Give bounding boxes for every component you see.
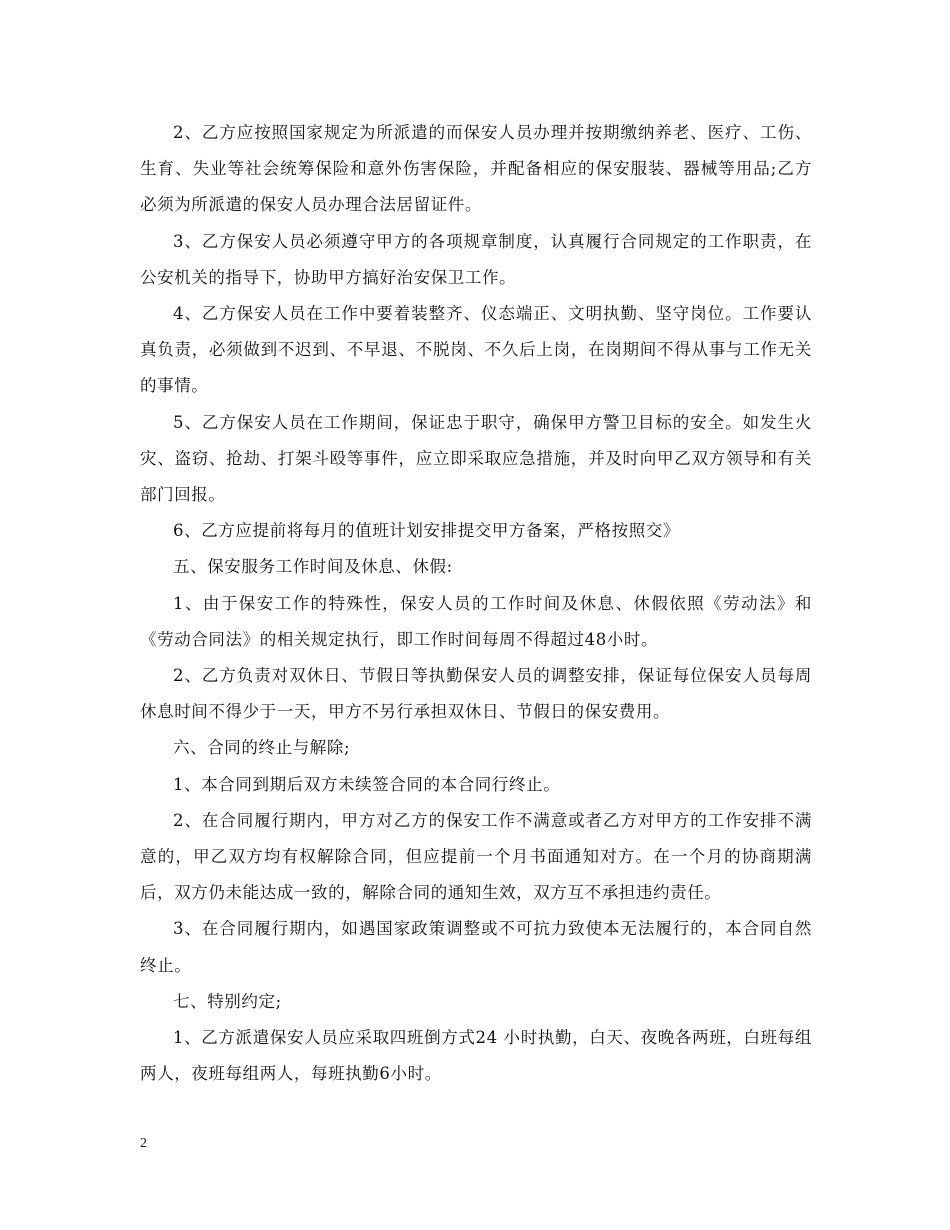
paragraph-duty-safety: 5、乙方保安人员在工作期间，保证忠于职守，确保甲方警卫目标的安全。如发生火灾、盗窃、抢劫、打架斗殴等事件，应立即采取应急措施，并及时向甲乙双方领导和有关部门回报。	[140, 412, 812, 505]
paragraph-conduct: 4、乙方保安人员在工作中要着装整齐、仪态端正、文明执勤、坚守岗位。工作要认真负责，必须做到不迟到、不早退、不脱岗、不久后上岗，在岗期间不得从事与工作无关的事情。	[140, 304, 812, 396]
paragraph-work-hours: 1、由于保安工作的特殊性，保安人员的工作时间及休息、休假依照《劳动法》和《劳动合同法》的相关规定执行，即工作时间每周不得超过48小时。	[140, 593, 812, 649]
paragraph-contract-rescission: 2、在合同履行期内，甲方对乙方的保安工作不满意或者乙方对甲方的工作安排不满意的，甲乙双方均有权解除合同，但应提前一个月书面通知对方。在一个月的协商期满后，双方仍未能达成一致的，解除合同的通知生效，双方互不承担违约责任。	[140, 810, 812, 903]
paragraph-rules-compliance: 3、乙方保安人员必须遵守甲方的各项规章制度，认真履行合同规定的工作职责，在公安机关的指导下，协助甲方搞好治安保卫工作。	[140, 231, 812, 287]
page-number: 2	[140, 1136, 147, 1151]
paragraph-insurance: 2、乙方应按照国家规定为所派遣的而保安人员办理并按期缴纳养老、医疗、工伤、生育、失业等社会统筹保险和意外伤害保险，并配备相应的保安服装、器械等用品;乙方必须为所派遣的保安人员办理合法居留证件。	[140, 123, 812, 215]
section-heading-termination: 六、合同的终止与解除;	[173, 738, 351, 758]
paragraph-duty-schedule: 6、乙方应提前将每月的值班计划安排提交甲方备案，严格按照交》	[173, 521, 680, 541]
section-heading-work-hours: 五、保安服务工作时间及休息、休假:	[173, 557, 453, 577]
paragraph-force-majeure: 3、在合同履行期内，如遇国家政策调整或不可抗力致使本无法履行的，本合同自然终止。	[140, 919, 812, 975]
paragraph-contract-expiry: 1、本合同到期后双方未续签合同的本合同行终止。	[173, 774, 561, 794]
paragraph-holiday-arrangement: 2、乙方负责对双休日、节假日等执勤保安人员的调整安排，保证每位保安人员每周休息时间不得少于一天，甲方不另行承担双休日、节假日的保安费用。	[140, 666, 812, 722]
document-body	[140, 115, 812, 1092]
paragraph-shift-arrangement: 1、乙方派遣保安人员应采取四班倒方式24 小时执勤，白天、夜晚各两班，白班每组两人，夜班每组两人，每班执勤6小时。	[140, 1028, 812, 1084]
section-heading-special-terms: 七、特别约定;	[173, 991, 282, 1011]
